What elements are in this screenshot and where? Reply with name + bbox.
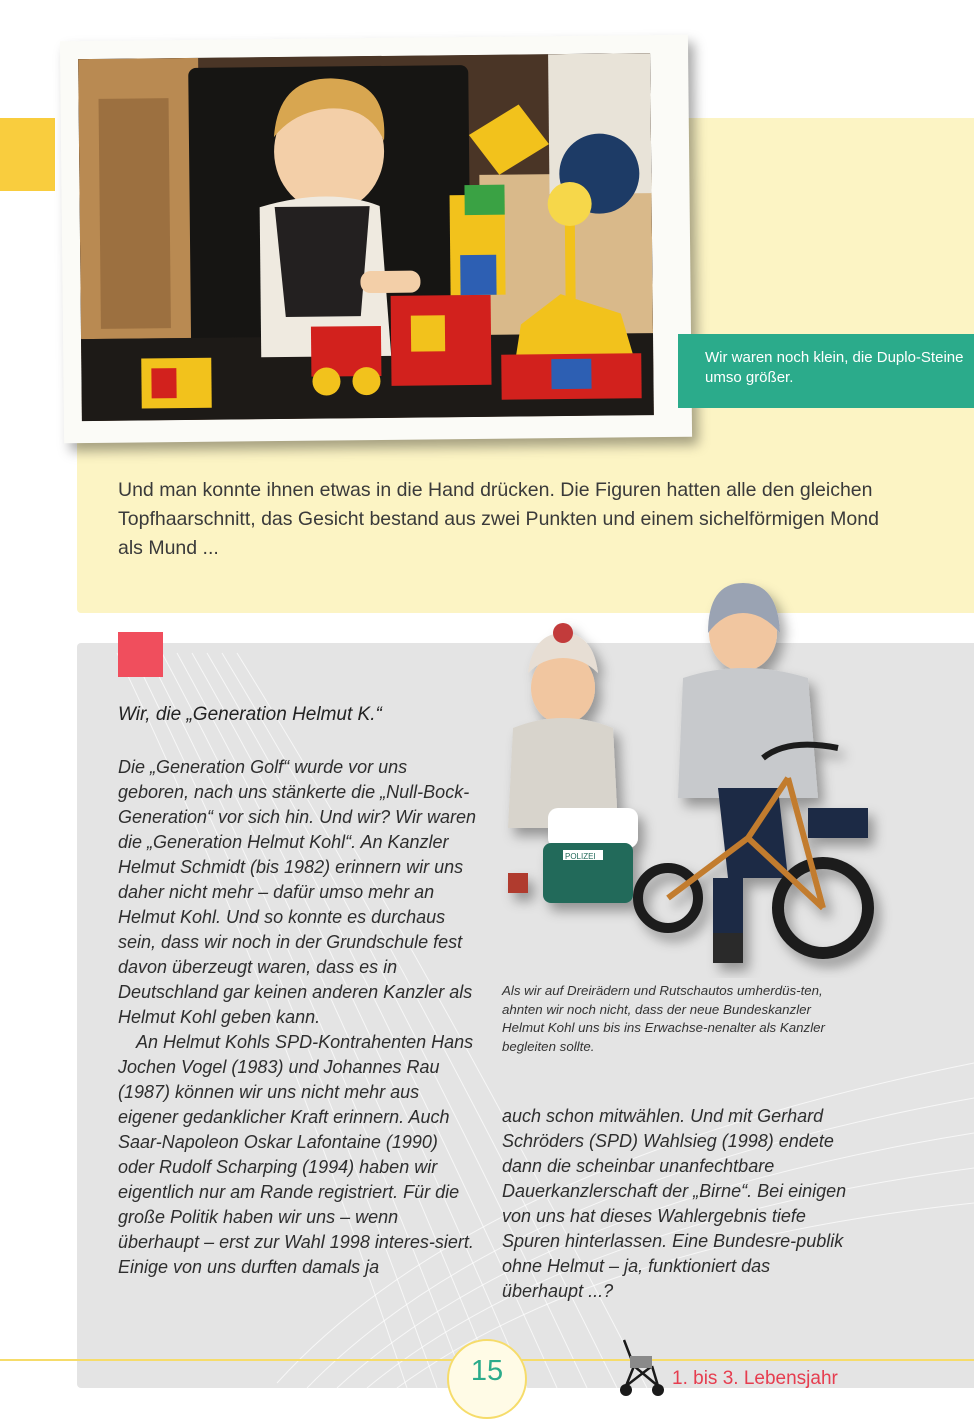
polaroid-photo-frame — [60, 35, 692, 444]
article-paragraph-2: An Helmut Kohls SPD-Kontrahenten Hans Jochen Vogel (1983) und Johannes Rau (1987) können wir uns nicht mehr aus eigener gedanklicher Kraft erinnern. Auch Saar-Napoleon Oskar Lafontaine (1990) oder Rudolf Scharping (1994) haben wir eigentlich nur am Rande registriert. Für die große Politik haben wir uns – wenn überhaupt – erst zur Wahl 1998 interes-siert. Einige von uns durften damals ja — [118, 1032, 474, 1277]
article-paragraph-1: Die „Generation Golf“ wurde vor uns geboren, nach uns stänkerte die „Null-Bock-Generation“ vor sich hin. Und wir? Wir waren die „Generation Helmut Kohl“. An Kanzler Helmut Schmidt (bis 1982) erinnern wir uns daher nicht mehr – dafür umso mehr an Helmut Kohl. Und so konnte es durchaus sein, dass wir noch in der Grundschule fest davon überzeugt waren, dass es in Deutschland gar keinen anderen Kanzler als Helmut Kohl geben kann. — [118, 757, 476, 1027]
polizei-label: POLIZEI — [565, 852, 596, 861]
duplo-photo — [78, 53, 654, 421]
article-column-left — [118, 755, 478, 1280]
page-number: 15 — [470, 1355, 504, 1387]
stroller-icon — [612, 1336, 670, 1400]
section-title: Wir, die „Generation Helmut K.“ — [118, 704, 382, 725]
article-paragraph-3: auch schon mitwählen. Und mit Gerhard Schröders (SPD) Wahlsieg (1998) endete dann die scheinbar unanfechtbare Dauerkanzlerschaft der „Birne“. Bei einigen von uns hat dieses Wahlergebnis tiefe Spuren hinterlassen. Eine Bundesre-publik ohne Helmut – ja, funktioniert das überhaupt ...? — [502, 1106, 847, 1301]
yellow-corner-tab — [0, 118, 55, 191]
kids-photo-caption: Als wir auf Dreirädern und Rutschautos umherdüs-ten, ahnten wir noch nicht, dass der neue Bundeskanzler Helmut Kohl uns bis ins Erwachse-nenalter als Kanzler begleiten sollte. — [502, 983, 825, 1054]
intro-paragraph: Und man konnte ihnen etwas in die Hand drücken. Die Figuren hatten alle den gleichen Topfhaarschnitt, das Gesicht bestand aus zwei Punkten und einem sichelförmigen Mond als Mund ... — [118, 479, 879, 559]
photo-caption: Wir waren noch klein, die Duplo-Steine umso größer. — [678, 334, 974, 408]
article-column-right — [502, 1104, 852, 1304]
red-accent-square — [118, 632, 163, 677]
kids-vehicles-photo — [488, 578, 908, 978]
chapter-label: 1. bis 3. Lebensjahr — [672, 1368, 838, 1389]
